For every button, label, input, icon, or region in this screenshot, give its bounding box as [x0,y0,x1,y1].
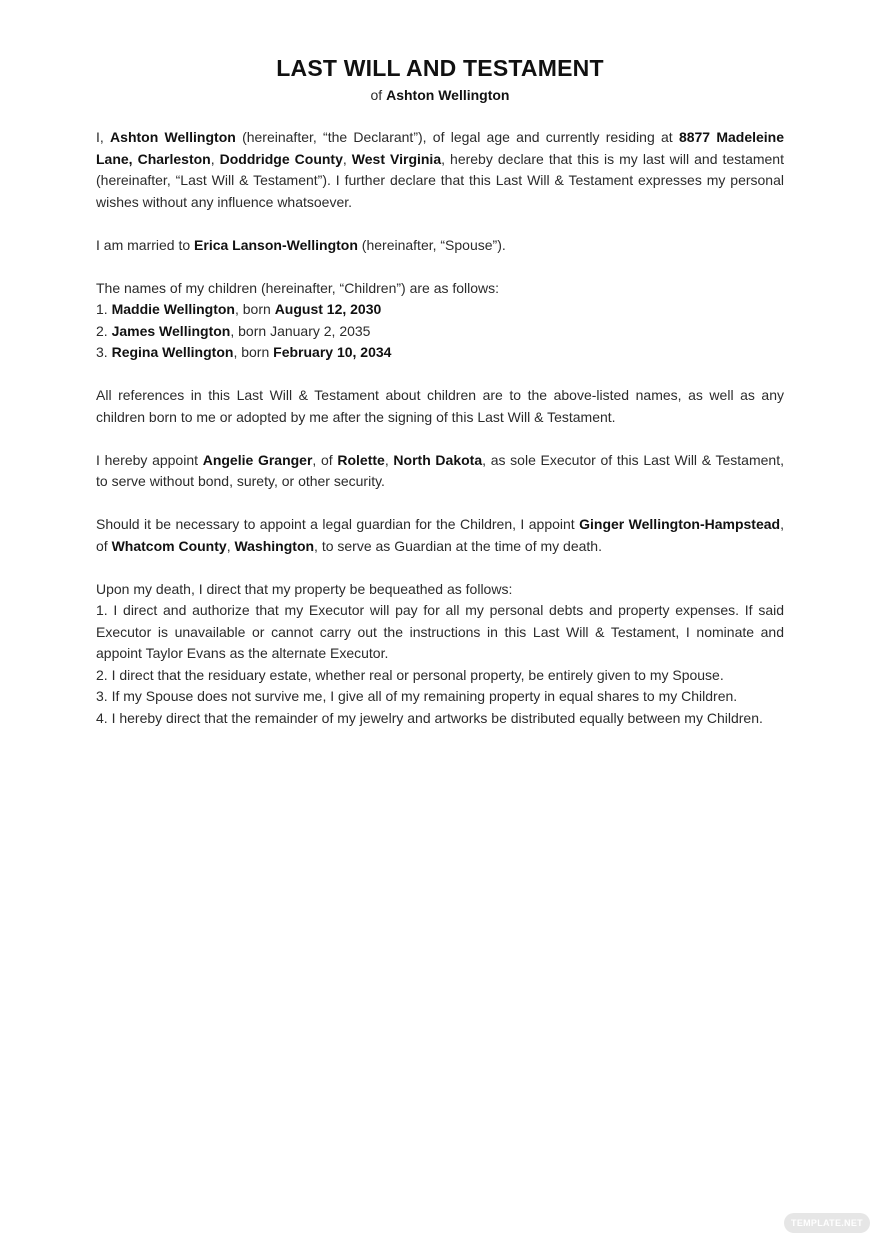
child-birthdate: February 10, 2034 [273,344,392,360]
spacer [96,364,784,386]
document-page [96,52,784,729]
bequest-item: 3. If my Spouse does not survive me, I give all of my remaining property in equal shares to my Children. [96,688,738,704]
subtitle-prefix: of [370,87,387,103]
item-number: 3. [96,344,112,360]
guardian-name: Ginger Wellington-Hampstead [579,516,781,532]
text: I, [96,129,111,145]
references-paragraph: All references in this Last Will & Testament about children are to the above-listed names, as well as any children born to me or adopted by me after the signing of this Last Will & Testament. [96,387,784,425]
text: , [342,150,352,167]
child-name: Maddie Wellington [111,301,235,317]
executor-paragraph [96,450,784,493]
county: Doddridge County [219,150,343,167]
bequest-item: 2. I direct that the residuary estate, whether real or personal property, be entirely given to my Spouse. [96,666,724,683]
child-item [96,299,784,321]
child-name: Regina Wellington [111,344,234,360]
executor-name: Angelie Granger [202,451,313,468]
child-item [96,321,784,343]
child-item [96,342,784,364]
document-subtitle [96,84,784,106]
declarant-name: Ashton Wellington [110,129,236,145]
text: , born [233,344,274,360]
text: (hereinafter, “the Declarant”), of legal age and currently residing at [235,129,679,145]
bequest-item: 1. I direct and authorize that my Executor will pay for all my personal debts and property expenses. If said Executor is unavailable or cannot carry out the instructions in this Last Will & Testament, I nominate and appoint Taylor Evans as the alternate Executor. [96,602,784,661]
watermark-badge: TEMPLATE.NET [784,1213,870,1233]
item-number: 2. [96,322,112,339]
child-birthdate: January 2, 2035 [270,322,371,339]
bequests-intro: Upon my death, I direct that my property be bequeathed as follows: [96,580,513,597]
child-name: James Wellington [111,322,231,339]
document-title: LAST WILL AND TESTAMENT [276,55,604,81]
text: I am married to [96,236,195,253]
state: North Dakota [393,451,483,468]
text: , as sole Executor of this Last Will & Testament, to serve without bond, surety, or other security. [96,451,784,489]
county: Whatcom County [111,537,227,554]
text: , born [230,322,271,339]
text: , [210,150,220,167]
text: I hereby appoint [96,451,203,468]
text: , [384,451,394,468]
spouse-paragraph [96,235,784,257]
text: , hereby declare that this is my last will and testament (hereinafter, “Last Will & Testament”). I further declare that this Last Will & Testament expresses my personal wishes without any influence whatsoever. [96,150,784,210]
guardian-paragraph [96,514,784,557]
text: (hereinafter, “Spouse”). [357,236,506,253]
text: , [226,537,235,554]
subtitle-name: Ashton Wellington [386,87,510,103]
city: Rolette [337,451,385,468]
declaration-paragraph [96,127,784,213]
children-intro: The names of my children (hereinafter, “Children”) are as follows: [96,279,500,296]
text: , to serve as Guardian at the time of my death. [314,537,602,554]
item-number: 1. [96,301,112,317]
bequests-section [96,579,784,730]
state: West Virginia [351,150,442,167]
text: Should it be necessary to appoint a legal guardian for the Children, I appoint [96,516,580,532]
address: 8877 Madeleine Lane, Charleston [96,129,785,167]
bequest-item: 4. I hereby direct that the remainder of my jewelry and artworks be distributed equally between my Children. [96,709,763,726]
text: , of [312,451,338,468]
text: , of [96,516,784,554]
spouse-name: Erica Lanson-Wellington [194,236,358,253]
text: , born [234,301,275,317]
child-birthdate: August 12, 2030 [274,301,382,317]
children-section [96,278,784,364]
state: Washington [234,537,315,554]
